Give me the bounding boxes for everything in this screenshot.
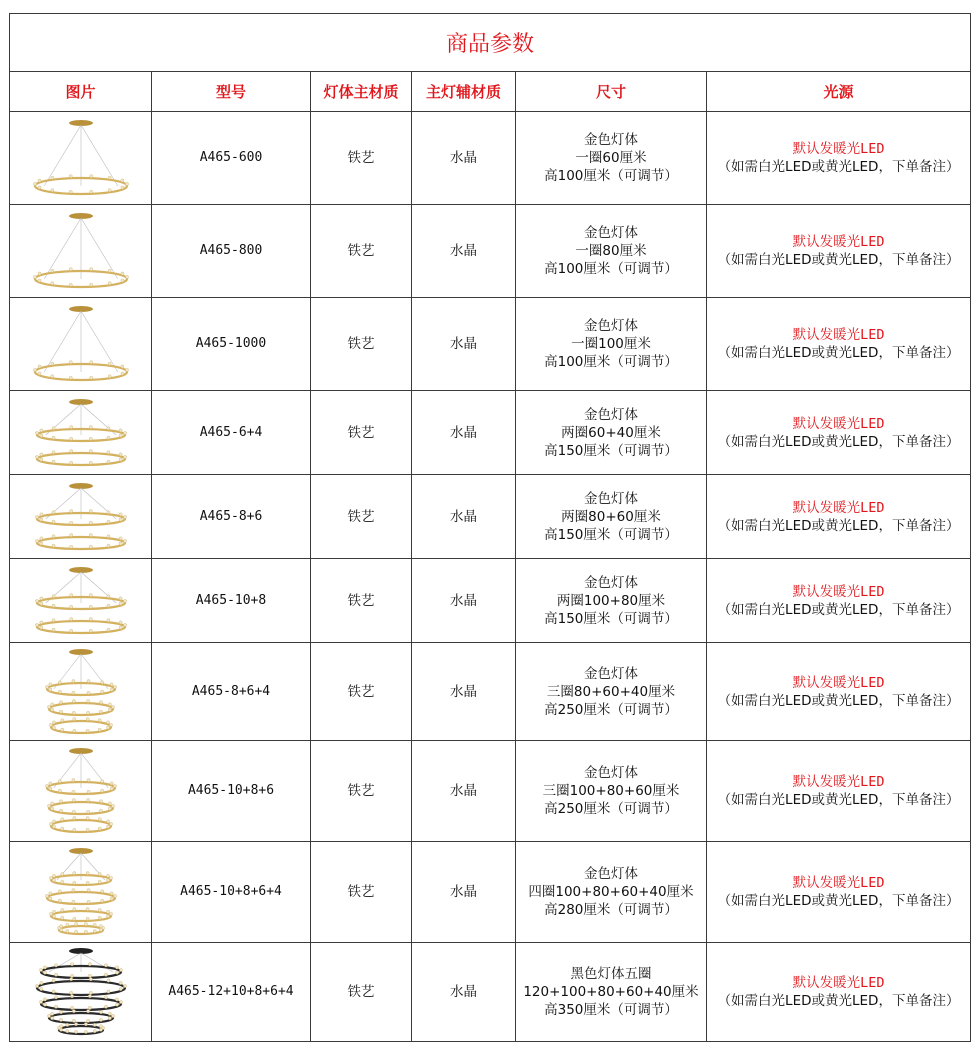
aux-material-cell: 水晶	[412, 943, 516, 1042]
main-material-cell: 铁艺	[311, 842, 412, 943]
table-row	[10, 475, 971, 559]
main-material-cell: 铁艺	[311, 205, 412, 298]
aux-material-cell: 水晶	[412, 205, 516, 298]
light-note: （如需白光LED或黄光LED，下单备注）	[717, 893, 960, 909]
product-image-cell	[10, 112, 152, 205]
model-cell: A465-6+4	[152, 391, 311, 475]
light-default: 默认发暖光LED	[792, 234, 885, 250]
table-row	[10, 643, 971, 741]
main-material-cell: 铁艺	[311, 643, 412, 741]
size-line: 金色灯体	[584, 132, 638, 148]
chandelier-image	[31, 846, 131, 938]
size-line: 金色灯体	[584, 765, 638, 781]
size-line: 两圈60+40厘米	[561, 424, 661, 441]
size-line: 黑色灯体五圈	[570, 966, 652, 982]
size-line: 高100厘米（可调节）	[544, 168, 678, 184]
header-light-source: 光源	[707, 72, 971, 112]
product-image-cell	[10, 475, 152, 559]
light-default: 默认发暖光LED	[792, 975, 885, 991]
size-line: 一圈60厘米	[575, 150, 647, 166]
size-line: 高150厘米（可调节）	[544, 442, 678, 459]
aux-material-cell: 水晶	[412, 559, 516, 643]
light-note: （如需白光LED或黄光LED，下单备注）	[717, 433, 960, 450]
light-source-cell	[707, 298, 971, 391]
model-cell: A465-600	[152, 112, 311, 205]
aux-material-cell: 水晶	[412, 643, 516, 741]
chandelier-image	[31, 481, 131, 553]
header-row	[10, 72, 971, 112]
product-image-cell	[10, 205, 152, 298]
size-line: 金色灯体	[584, 318, 638, 334]
size-line: 金色灯体	[584, 866, 638, 882]
table-row	[10, 391, 971, 475]
table-row	[10, 298, 971, 391]
size-cell	[516, 391, 707, 475]
product-image-cell	[10, 943, 152, 1042]
size-line: 高100厘米（可调节）	[544, 261, 678, 277]
product-image-cell	[10, 391, 152, 475]
aux-material-cell: 水晶	[412, 391, 516, 475]
size-line: 高250厘米（可调节）	[544, 701, 678, 718]
model-cell: A465-10+8	[152, 559, 311, 643]
model-cell: A465-1000	[152, 298, 311, 391]
size-line: 高150厘米（可调节）	[544, 526, 678, 543]
light-default: 默认发暖光LED	[792, 774, 885, 790]
main-material-cell: 铁艺	[311, 943, 412, 1042]
light-source-cell	[707, 112, 971, 205]
size-line: 金色灯体	[584, 225, 638, 241]
size-line: 高250厘米（可调节）	[544, 801, 678, 817]
size-cell	[516, 112, 707, 205]
chandelier-image	[31, 746, 131, 836]
model-cell: A465-10+8+6+4	[152, 842, 311, 943]
main-material-cell: 铁艺	[311, 112, 412, 205]
light-source-cell	[707, 205, 971, 298]
model-cell: A465-12+10+8+6+4	[152, 943, 311, 1042]
size-cell	[516, 643, 707, 741]
size-cell	[516, 741, 707, 842]
product-image-cell	[10, 559, 152, 643]
chandelier-image	[31, 118, 131, 198]
table-row	[10, 741, 971, 842]
light-default: 默认发暖光LED	[792, 499, 885, 516]
table-row	[10, 559, 971, 643]
aux-material-cell: 水晶	[412, 475, 516, 559]
size-cell	[516, 943, 707, 1042]
product-image-cell	[10, 842, 152, 943]
table-row	[10, 842, 971, 943]
light-source-cell	[707, 741, 971, 842]
header-size: 尺寸	[516, 72, 707, 112]
size-cell	[516, 205, 707, 298]
light-default: 默认发暖光LED	[792, 875, 885, 891]
size-line: 三圈80+60+40厘米	[546, 683, 676, 700]
model-cell: A465-800	[152, 205, 311, 298]
header-main-material: 灯体主材质	[311, 72, 412, 112]
light-note: （如需白光LED或黄光LED，下单备注）	[717, 345, 960, 361]
light-source-cell	[707, 391, 971, 475]
header-aux-material: 主灯辅材质	[412, 72, 516, 112]
size-line: 一圈100厘米	[571, 336, 651, 352]
main-material-cell: 铁艺	[311, 559, 412, 643]
table-row	[10, 205, 971, 298]
table-row	[10, 943, 971, 1042]
light-default: 默认发暖光LED	[792, 415, 885, 432]
light-note: （如需白光LED或黄光LED，下单备注）	[717, 159, 960, 175]
light-source-cell	[707, 559, 971, 643]
size-line: 120+100+80+60+40厘米	[523, 984, 699, 1000]
main-material-cell: 铁艺	[311, 298, 412, 391]
light-default: 默认发暖光LED	[792, 674, 885, 691]
size-line: 金色灯体	[584, 490, 638, 507]
light-note: （如需白光LED或黄光LED，下单备注）	[717, 692, 960, 709]
table-title: 商品参数	[10, 14, 971, 72]
light-note: （如需白光LED或黄光LED，下单备注）	[717, 993, 960, 1009]
model-cell: A465-8+6+4	[152, 643, 311, 741]
size-line: 高150厘米（可调节）	[544, 610, 678, 627]
light-source-cell	[707, 643, 971, 741]
size-line: 高350厘米（可调节）	[544, 1002, 678, 1018]
chandelier-image	[31, 565, 131, 637]
size-cell	[516, 475, 707, 559]
size-line: 高280厘米（可调节）	[544, 902, 678, 918]
main-material-cell: 铁艺	[311, 741, 412, 842]
aux-material-cell: 水晶	[412, 741, 516, 842]
size-line: 两圈80+60厘米	[561, 508, 661, 525]
size-line: 三圈100+80+60厘米	[542, 783, 680, 799]
title-row	[10, 14, 971, 72]
product-image-cell	[10, 741, 152, 842]
header-model: 型号	[152, 72, 311, 112]
header-image: 图片	[10, 72, 152, 112]
chandelier-image	[31, 211, 131, 291]
light-source-cell	[707, 943, 971, 1042]
chandelier-image	[31, 946, 131, 1038]
light-default: 默认发暖光LED	[792, 327, 885, 343]
table-row	[10, 112, 971, 205]
model-cell: A465-10+8+6	[152, 741, 311, 842]
size-cell	[516, 559, 707, 643]
aux-material-cell: 水晶	[412, 842, 516, 943]
size-line: 金色灯体	[584, 406, 638, 423]
chandelier-image	[31, 304, 131, 384]
product-spec-table	[9, 13, 971, 1042]
aux-material-cell: 水晶	[412, 112, 516, 205]
size-line: 金色灯体	[584, 574, 638, 591]
light-note: （如需白光LED或黄光LED，下单备注）	[717, 252, 960, 268]
product-image-cell	[10, 298, 152, 391]
product-image-cell	[10, 643, 152, 741]
aux-material-cell: 水晶	[412, 298, 516, 391]
chandelier-image	[31, 647, 131, 737]
size-line: 高100厘米（可调节）	[544, 354, 678, 370]
light-note: （如需白光LED或黄光LED，下单备注）	[717, 792, 960, 808]
size-line: 金色灯体	[584, 665, 638, 682]
main-material-cell: 铁艺	[311, 391, 412, 475]
light-note: （如需白光LED或黄光LED，下单备注）	[717, 517, 960, 534]
light-source-cell	[707, 842, 971, 943]
chandelier-image	[31, 397, 131, 469]
light-default: 默认发暖光LED	[792, 583, 885, 600]
light-note: （如需白光LED或黄光LED，下单备注）	[717, 601, 960, 618]
size-cell	[516, 842, 707, 943]
light-source-cell	[707, 475, 971, 559]
size-line: 两圈100+80厘米	[556, 592, 666, 609]
light-default: 默认发暖光LED	[792, 141, 885, 157]
size-line: 一圈80厘米	[575, 243, 647, 259]
spec-table-wrapper	[9, 13, 970, 1042]
main-material-cell: 铁艺	[311, 475, 412, 559]
size-cell	[516, 298, 707, 391]
model-cell: A465-8+6	[152, 475, 311, 559]
size-line: 四圈100+80+60+40厘米	[528, 884, 694, 900]
